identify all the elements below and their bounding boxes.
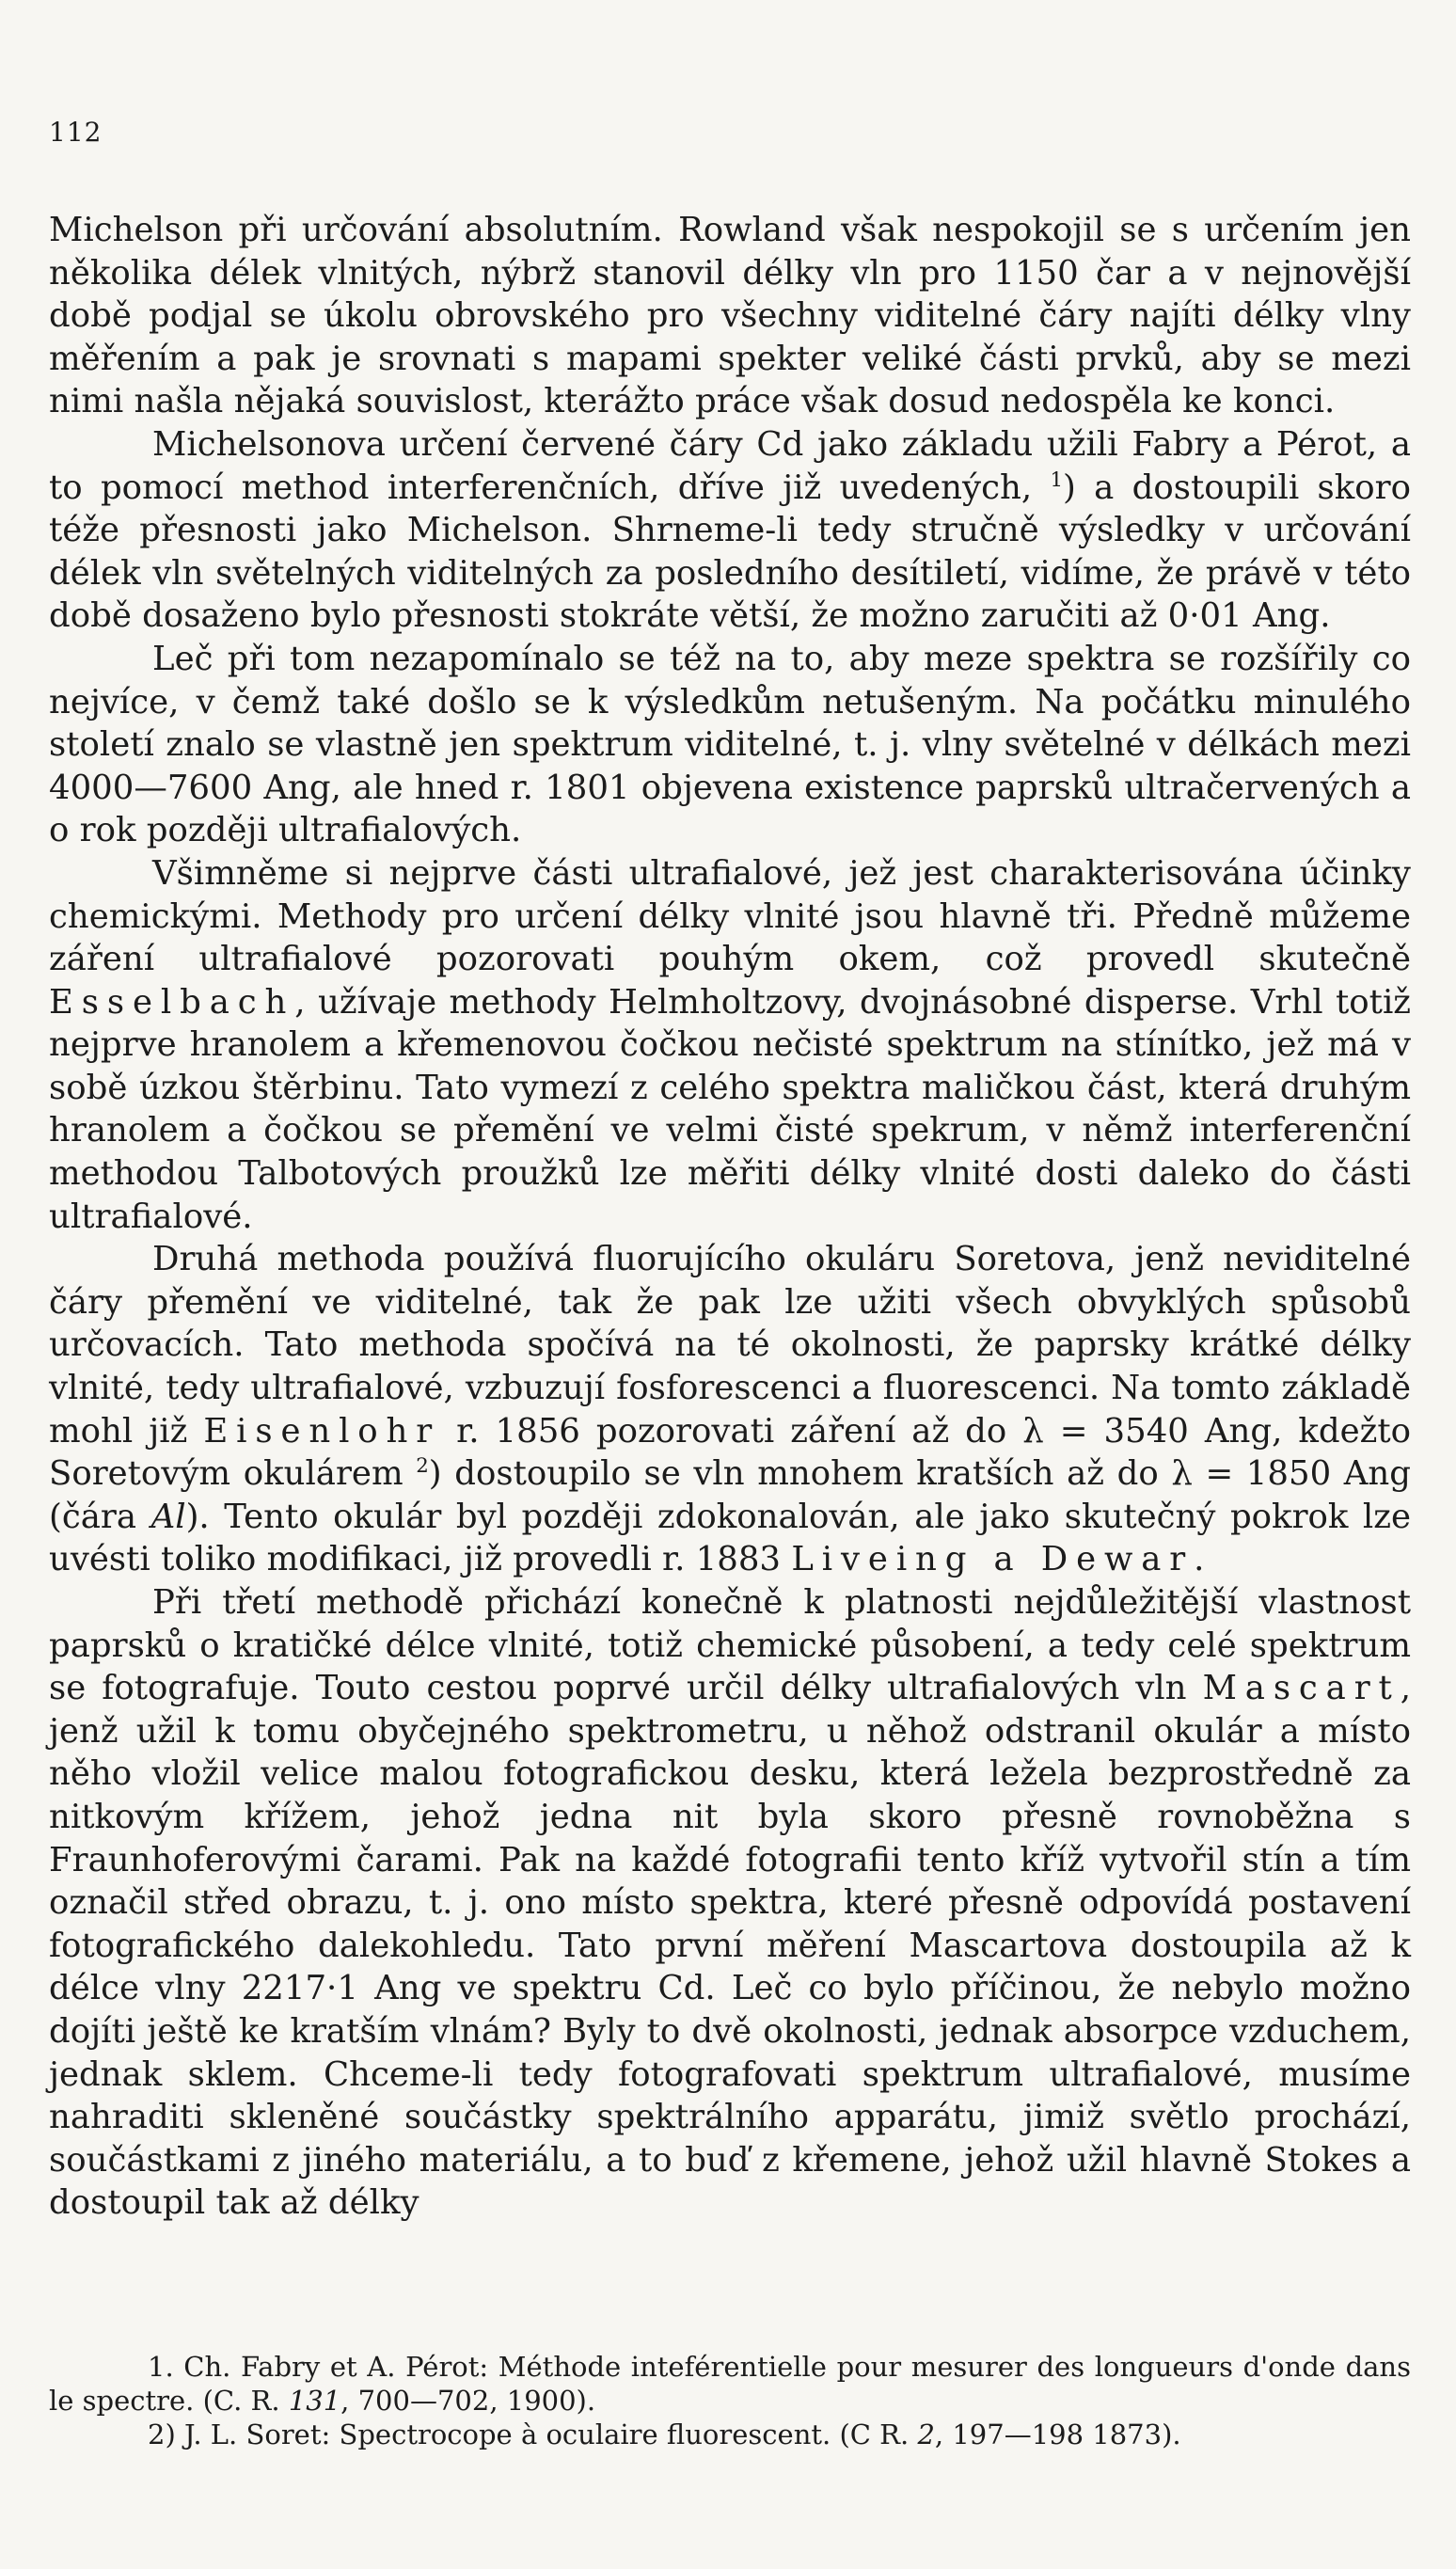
spaced-name: Esselbach xyxy=(49,982,295,1022)
footnote: 2) J. L. Soret: Spectrocope à oculaire fluorescent. (C R. 2, 197—198 1873). xyxy=(148,2418,1181,2450)
footnotes xyxy=(49,2350,1411,2451)
spaced-name: Mascart xyxy=(1202,1669,1401,1708)
page-number: 112 xyxy=(49,117,103,148)
paragraph: Druhá methoda používá fluorujícího okuláru Soretova, jenž neviditelné čáry přemění ve viditelné, tak že pak lze užiti všech obvyklých spůsobů určovacích. Tato methoda spočívá na té okolnosti, že paprsky krátké délky vlnité, tedy ultrafialové, vzbuzují fosforescenci a fluorescenci. Na tomto základě mohl již Eisenlohr r. 1856 pozorovati záření až do λ = 3540 Ang, kdežto Soretovým okulárem $^2$) dostoupilo se vln mnohem kratších až do λ = 1850 Ang (čára Al). Tento okulár byl později zdokonalován, ale jako skutečný pokrok lze uvésti toliko modifikaci, již provedli r. 1883 Liveing a Dewar. xyxy=(49,1240,1411,1579)
spaced-name: Eisenlohr xyxy=(203,1411,441,1451)
footnote-mark: 2) xyxy=(148,2418,176,2450)
footnote: 1. Ch. Fabry et A. Pérot: Méthode inteférentielle pour mesurer des longueurs d'onde dans le spectre. (C. R. 131, 700—702, 1900). xyxy=(49,2351,1411,2417)
spaced-name: Liveing a Dewar xyxy=(791,1540,1195,1579)
paragraph: Při třetí methodě přichází konečně k platnosti nejdůležitější vlastnost paprsků o kratičké délce vlnité, totiž chemické působení, a tedy celé spektrum se fotografuje. Touto cestou poprvé určil délky ultrafialových vln Mascart, jenž užil k tomu obyčejného spektrometru, u něhož odstranil okulár a místo něho vložil velice malou fotografickou desku, která ležela bezprostředně za nitkovým křížem, jehož jedna nit byla skoro přesně rovnoběžna s Fraunhoferovými čarami. Pak na každé fotografii tento kříž vytvořil stín a tím označil střed obrazu, t. j. ono místo spektra, které přesně odpovídá postavení fotografického dalekohledu. Tato první měření Mascartova dostoupila až k délce vlny 2217·1 Ang ve spektru Cd. Leč co bylo příčinou, že nebylo možno dojíti ještě ke kratším vlnám? Byly to dvě okolnosti, jednak absorpce vzduchem, jednak sklem. Chceme-li tedy fotografovati spektrum ultrafialové, musíme nahraditi skleněné součástky spektrálního apparátu, jimiž světlo prochází, součástkami z jiného materiálu, a to buď z křemene, jehož užil hlavně Stokes a dostoupil tak až délky xyxy=(49,1583,1411,2223)
footnote-ref: 2 xyxy=(416,1454,429,1479)
body-text xyxy=(49,209,1411,2225)
footnote-ref: 1 xyxy=(1050,468,1063,492)
italic-term: 2 xyxy=(917,2418,935,2450)
italic-term: Al xyxy=(150,1497,186,1536)
paragraph: Všimněme si nejprve části ultrafialové, jež jest charakterisována účinky chemickými. Methody pro určení délky vlnité jsou hlavně tři. Předně můžeme záření ultrafialové pozorovati pouhým okem, což provedl skutečně Esselbach, užívaje methody Helmholtzovy, dvojnásobné disperse. Vrhl totiž nejprve hranolem a křemenovou čočkou nečisté spektrum na stínítko, jež má v sobě úzkou štěrbinu. Tato vymezí z celého spektra maličkou část, která druhým hranolem a čočkou se přemění ve velmi čisté spekrum, v němž interferenční methodou Talbotových proužků lze měřiti délky vlnité dosti daleko do části ultrafialové. xyxy=(49,853,1411,1236)
footnote-mark: 1. xyxy=(148,2351,174,2383)
italic-term: 131 xyxy=(288,2385,341,2417)
paragraph: Leč při tom nezapomínalo se též na to, aby meze spektra se rozšířily co nejvíce, v čemž také došlo se k výsledkům netušeným. Na počátku minulého století znalo se vlastně jen spektrum viditelné, t. j. vlny světelné v délkách mezi 4000—7600 Ang, ale hned r. 1801 objevena existence paprsků ultračervených a o rok později ultrafialových. xyxy=(49,639,1411,850)
paragraph: Michelsonova určení červené čáry Cd jako základu užili Fabry a Pérot, a to pomocí method interferenčních, dříve již uvedených, $^1$) a dostoupili skoro téže přesnosti jako Michelson. Shrneme-li tedy stručně výsledky v určování délek vln světelných viditelných za posledního desítiletí, vidíme, že právě v této době dosaženo bylo přesnosti stokráte větší, že možno zaručiti až 0·01 Ang. xyxy=(49,424,1411,636)
paragraph: Michelson při určování absolutním. Rowland však nespokojil se s určením jen několika délek vlnitých, nýbrž stanovil délky vln pro 1150 čar a v nejnovější době podjal se úkolu obrovského pro všechny viditelné čáry najíti délky vlny měřením a pak je srovnati s mapami spekter veliké části prvků, aby se mezi nimi našla nějaká souvislost, kterážto práce však dosud nedospěla ke konci. xyxy=(49,211,1411,421)
